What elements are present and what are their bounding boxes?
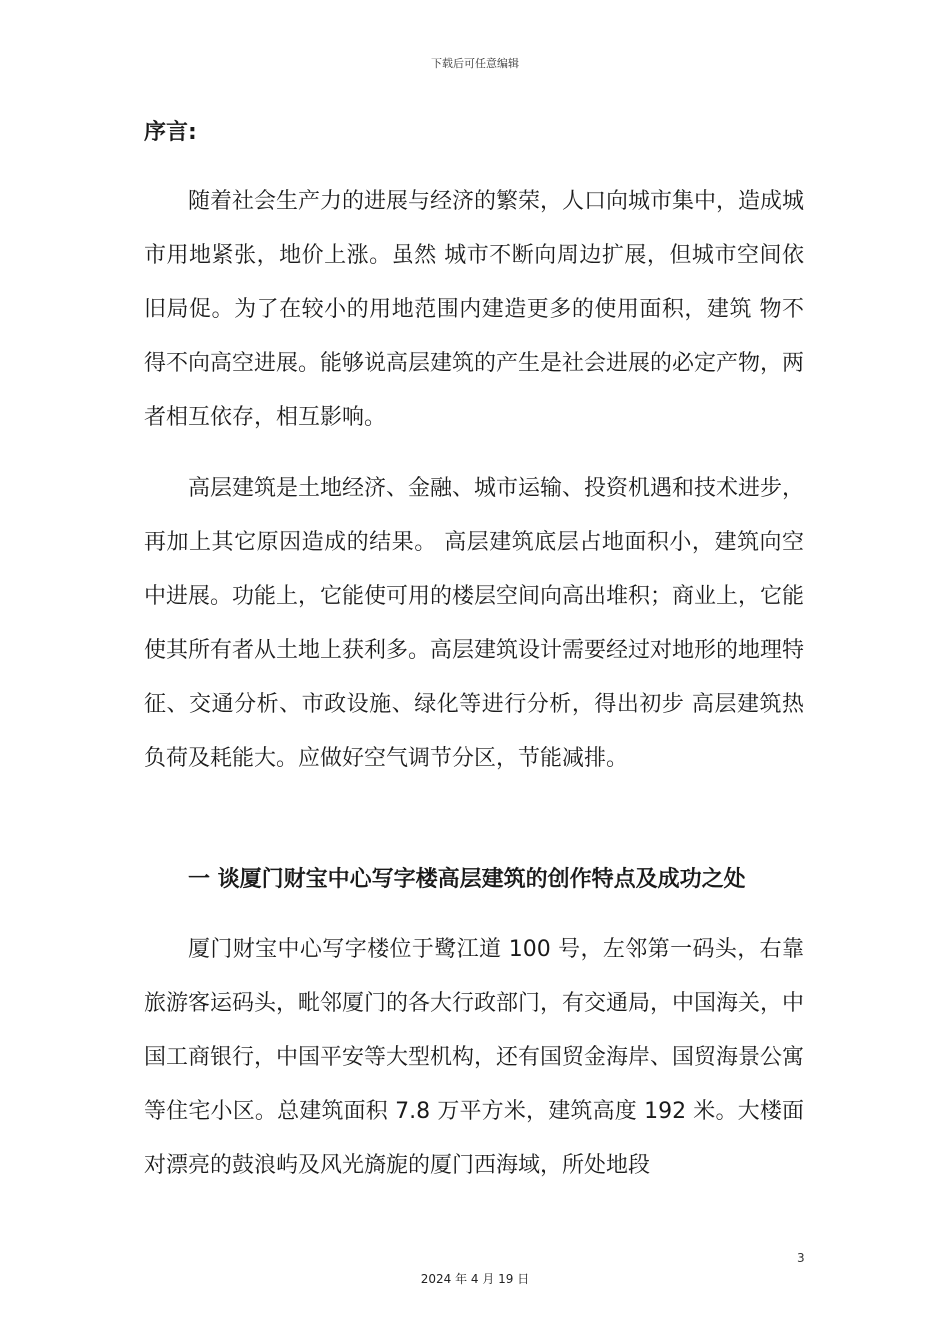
paragraph-intro: 随着社会生产力的进展与经济的繁荣，人口向城市集中，造成城市用地紧张，地价上涨。虽然 城市不断向周边扩展，但城市空间依旧局促。为了在较小的用地范围内建造更多的使用面积，建筑 物不得不向高空进展。能够说高层建筑的产生是社会进展的必定产物，两者相互依存，相互影响。 [144, 189, 805, 430]
header-note: 下载后可任意编辑 [431, 57, 519, 70]
page-number: 3 [797, 1251, 805, 1265]
paragraph-xiamen-center: 厦门财宝中心写字楼位于鹭江道 100 号，左邻第一码头，右靠旅游客运码头，毗邻厦门的各大行政部门，有交通局，中国海关，中国工商银行，中国平安等大型机构，还有国贸金海岸、国贸海景公寓等住宅小区。总建筑面积 7.8 万平方米，建筑高度 192 米。大楼面对漂亮的鼓浪屿及风光旖旎的厦门西海域，所处地段 [144, 937, 805, 1178]
section-title: 一 谈厦门财宝中心写字楼高层建筑的创作特点及成功之处 [188, 867, 746, 892]
footer-date: 2024 年 4 月 19 日 [420, 1272, 530, 1286]
preface-heading: 序言: [144, 120, 197, 145]
paragraph-high-rise: 高层建筑是土地经济、金融、城市运输、投资机遇和技术进步，再加上其它原因造成的结果。 高层建筑底层占地面积小，建筑向空中进展。功能上，它能使可用的楼层空间向高出堆积；商业上，它能使其所有者从土地上获利多。高层建筑设计需要经过对地形的地理特征、交通分析、市政设施、绿化等进行分析，得出初步 高层建筑热负荷及耗能大。应做好空气调节分区，节能减排。 [144, 476, 805, 771]
